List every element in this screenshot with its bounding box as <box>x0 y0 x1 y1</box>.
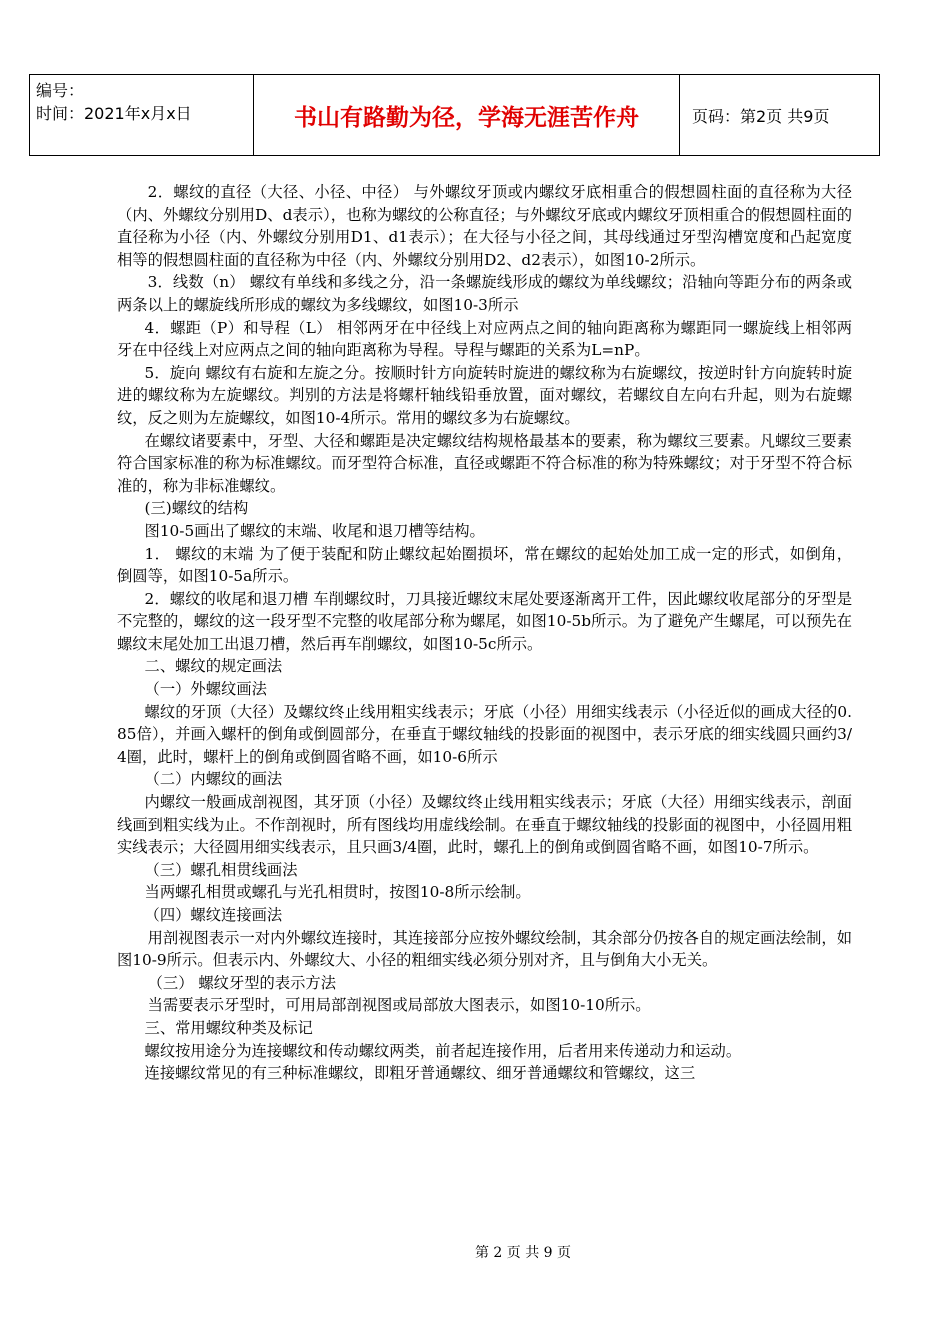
section-heading: 二、螺纹的规定画法 <box>144 657 283 676</box>
document-number-label: 编号： <box>36 81 85 100</box>
header-info <box>30 75 254 155</box>
paragraph: 2．螺纹的收尾和退刀槽 车削螺纹时，刀具接近螺纹末尾处要逐渐离开工件，因此螺纹收尾部分的牙型是不完整的，螺纹的这一段牙型不完整的收尾部分称为螺尾，如图10-5b所示。为了避免产生螺尾，可以预先在螺纹末尾处加工出退刀槽，然后再车削螺纹，如图10-5c所示。 <box>117 589 852 653</box>
paragraph: 螺纹按用途分为连接螺纹和传动螺纹两类，前者起连接作用，后者用来传递动力和运动。 <box>144 1041 742 1060</box>
paragraph: 2．螺纹的直径（大径、小径、中径） 与外螺纹牙顶或内螺纹牙底相重合的假想圆柱面的直径称为大径（内、外螺纹分别用D、d表示），也称为螺纹的公称直径；与外螺纹牙底或内螺纹牙顶相重合的假想圆柱面的直径称为小径（内、外螺纹分别用D1、d1表示）；在大径与小径之间，其母线通过牙型沟槽宽度和凸起宽度相等的假想圆柱面的直径称为中径（内、外螺纹分别用D2、d2表示），如图10-2所示。 <box>117 183 852 269</box>
paragraph: 当两螺孔相贯或螺孔与光孔相贯时，按图10-8所示绘制。 <box>144 883 531 902</box>
paragraph: 图10-5画出了螺纹的末端、收尾和退刀槽等结构。 <box>144 521 485 540</box>
paragraph: 连接螺纹常见的有三种标准螺纹，即粗牙普通螺纹、细牙普通螺纹和管螺纹，这三 <box>144 1064 696 1083</box>
paragraph: 当需要表示牙型时，可用局部剖视图或局部放大图表示，如图10-10所示。 <box>147 996 651 1015</box>
header-motto: 书山有路勤为径，学海无涯苦作舟 <box>254 75 680 155</box>
paragraph: 用剖视图表示一对内外螺纹连接时，其连接部分应按外螺纹绘制，其余部分仍按各自的规定画法绘制，如图10-9所示。但表示内、外螺纹大、小径的粗细实线必须分别对齐，且与倒角大小无关。 <box>117 928 852 970</box>
section-heading: (三)螺纹的结构 <box>144 499 249 518</box>
section-heading: （四）螺纹连接画法 <box>144 906 283 924</box>
document-time-label: 时间：2021年x月x日 <box>36 104 192 123</box>
document-body <box>117 181 852 1085</box>
section-heading: （一）外螺纹画法 <box>144 680 267 699</box>
paragraph: 3．线数（n） 螺纹有单线和多线之分，沿一条螺旋线形成的螺纹为单线螺纹；沿轴向等距分布的两条或两条以上的螺旋线所形成的螺纹为多线螺纹，如图10-3所示 <box>117 273 852 314</box>
paragraph: 4．螺距（P）和导程（L） 相邻两牙在中径线上对应两点之间的轴向距离称为螺距同一螺旋线上相邻两牙在中径线上对应两点之间的轴向距离称为导程。导程与螺距的关系为L=nP。 <box>117 318 852 360</box>
header-page-number: 页码：第2页 共9页 <box>692 106 830 126</box>
paragraph: 螺纹的牙顶（大径）及螺纹终止线用粗实线表示；牙底（小径）用细实线表示（小径近似的画成大径的0.85倍），并画入螺杆的倒角或倒圆部分，在垂直于螺纹轴线的投影面的视图中，表示牙底的细实线圆只画约3/4圈，此时，螺杆上的倒角或倒圆省略不画，如10-6所示 <box>117 702 852 766</box>
paragraph: 内螺纹一般画成剖视图，其牙顶（小径）及螺纹终止线用粗实线表示；牙底（大径）用细实线表示，剖面线画到粗实线为止。不作剖视时，所有图线均用虚线绘制。在垂直于螺纹轴线的投影面的视图中，小径圆用粗实线表示；大径圆用细实线表示，且只画3/4圈，此时，螺孔上的倒角或倒圆省略不画，如图10-7所示。 <box>117 793 852 857</box>
section-heading: （三） 螺纹牙型的表示方法 <box>147 973 337 992</box>
paragraph: 在螺纹诸要素中，牙型、大径和螺距是决定螺纹结构规格最基本的要素，称为螺纹三要素。凡螺纹三要素符合国家标准的称为标准螺纹。而牙型符合标准，直径或螺距不符合标准的称为特殊螺纹；对于牙型不符合标准的，称为非标准螺纹。 <box>117 431 852 495</box>
section-heading: 三、常用螺纹种类及标记 <box>144 1018 313 1037</box>
page-footer <box>0 1242 950 1262</box>
paragraph: 5．旋向 螺纹有右旋和左旋之分。按顺时针方向旋转时旋进的螺纹称为右旋螺纹，按逆时针方向旋转时旋进的螺纹称为左旋螺纹。判别的方法是将螺杆轴线铅垂放置，面对螺纹，若螺纹自左向右升起，则为右旋螺纹，反之则为左旋螺纹，如图10-4所示。常用的螺纹多为右旋螺纹。 <box>117 363 852 427</box>
section-heading: （二）内螺纹的画法 <box>144 770 283 789</box>
footer-page-number: 第 2 页 共 9 页 <box>474 1245 572 1261</box>
page-header <box>29 74 880 156</box>
section-heading: （三）螺孔相贯线画法 <box>144 860 298 879</box>
paragraph: 1． 螺纹的末端 为了便于装配和防止螺纹起始圈损坏，常在螺纹的起始处加工成一定的形式，如倒角，倒圆等，如图10-5a所示。 <box>117 544 852 586</box>
